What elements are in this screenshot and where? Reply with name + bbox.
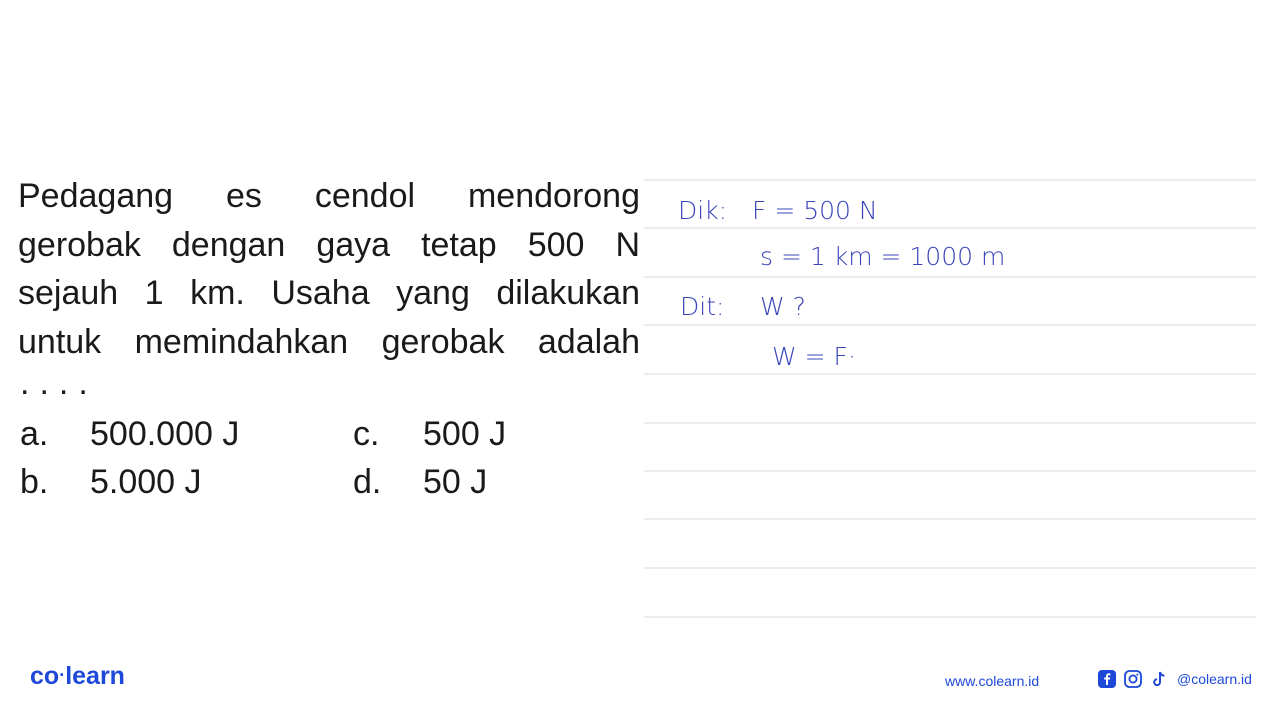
option-b-value: 5.000 J: [90, 463, 202, 501]
question-line-3: sejauh 1 km. Usaha yang dilakukan: [18, 274, 640, 312]
option-a-key: a.: [20, 415, 49, 453]
notes-ruled-lines: [644, 150, 1256, 630]
social-links: [1097, 668, 1252, 690]
option-c-key: c.: [353, 415, 380, 453]
colearn-logo: [30, 662, 125, 691]
option-c-value: 500 J: [423, 415, 507, 453]
note-dit-label: Dit:: [680, 292, 725, 321]
option-c: [353, 414, 506, 454]
question-ellipsis: ....: [20, 364, 98, 402]
option-d: [353, 462, 487, 502]
note-work-formula: W = F·: [772, 342, 856, 371]
option-d-value: 50 J: [423, 463, 488, 501]
logo-right-text: learn: [65, 662, 125, 690]
website-link[interactable]: www.colearn.id: [945, 673, 1040, 689]
notes-area: [644, 150, 1256, 630]
note-dik-label: Dik:: [678, 196, 728, 225]
option-a-value: 500.000 J: [90, 415, 240, 453]
option-b: [20, 462, 202, 502]
option-d-key: d.: [353, 463, 382, 501]
question-text: [18, 172, 640, 366]
option-b-key: b.: [20, 463, 49, 501]
logo-dot-icon: ·: [59, 665, 66, 685]
instagram-icon[interactable]: [1123, 669, 1143, 689]
question-line-1: Pedagang es cendol mendorong: [18, 177, 640, 215]
option-a: [20, 414, 239, 454]
question-line-4: untuk memindahkan gerobak adalah: [18, 322, 640, 361]
question-line-2: gerobak dengan gaya tetap 500 N: [18, 225, 640, 264]
social-handle[interactable]: @colearn.id: [1177, 671, 1252, 687]
tiktok-icon[interactable]: [1149, 669, 1169, 689]
facebook-icon[interactable]: [1097, 669, 1117, 689]
logo-left-text: co: [30, 662, 60, 690]
note-asked-work: W ?: [760, 292, 806, 321]
note-force-equation: F = 500 N: [752, 196, 878, 225]
note-distance-equation: s = 1 km = 1000 m: [760, 242, 1006, 271]
